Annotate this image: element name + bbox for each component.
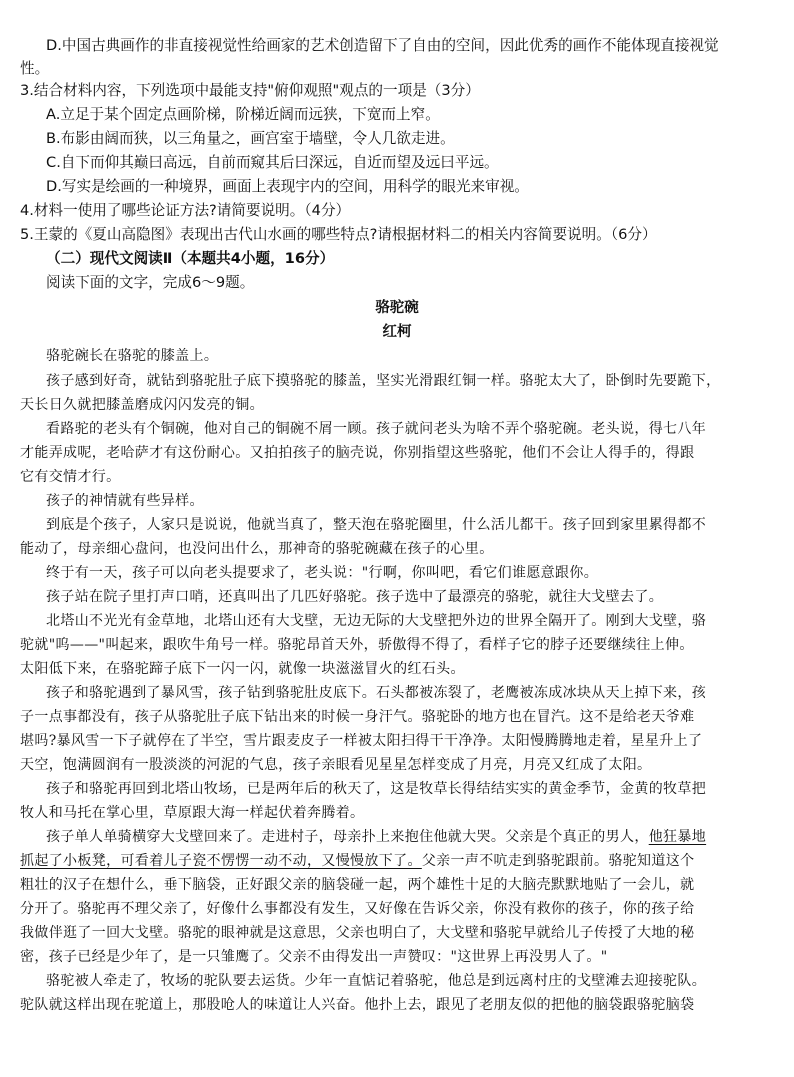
story-line: 到底是个孩子，人家只是说说，他就当真了，整天泡在骆驼圈里，什么活儿都干。孩子回到家里累得都不 (46, 517, 707, 533)
option-d-line1: D.中国古典画作的非直接视觉性给画家的艺术创造留下了自由的空间，因此优秀的画作不能体现直接视觉 (46, 37, 719, 54)
story-line: 孩子和骆驼遇到了暴风雪，孩子钻到骆驼肚皮底下。石头都被冻裂了，老鹰被冻成冰块从天上掉下来，孩 (46, 685, 707, 701)
underlined-text: 抓起了小板凳，可看着儿子瓷不愣愣一动不动，又慢慢放下了。 (20, 853, 422, 869)
option-d-line2: 性。 (20, 60, 50, 77)
section-heading: （二）现代文阅读Ⅱ（本题共4小题，16分） (46, 250, 335, 267)
story-line: 终于有一天，孩子可以向老头提要求了，老头说："行啊，你叫吧，看它们谁愿意跟你。 (46, 565, 599, 581)
story-line: 天空，饱满圆润有一股淡淡的河泥的气息，孩子亲眼看见星星怎样变成了月亮，月亮又红成了太阳。 (20, 757, 652, 773)
question-3-option-c: C.自下而仰其巅曰高远，自前而窥其后曰深远，自近而望及远曰平远。 (46, 154, 499, 171)
story-author: 红柯 (382, 323, 412, 340)
story-title: 骆驼碗 (375, 299, 419, 316)
story-line: 分开了。骆驼再不理父亲了，好像什么事都没有发生，又好像在告诉父亲，你没有救你的孩子，你的孩子给 (20, 901, 695, 917)
underlined-text: 他狂暴地 (648, 829, 707, 845)
section-instruction: 阅读下面的文字，完成6～9题。 (46, 274, 255, 291)
story-line: 看路驼的老头有个铜碗，他对自己的铜碗不屑一顾。孩子就问老头为啥不弄个骆驼碗。老头说，得七八年 (46, 421, 707, 437)
story-line: 子一点事都没有，孩子从骆驼肚子底下钻出来的时候一身汗气。骆驼卧的地方也在冒汽。这不是给老天爷难 (20, 709, 695, 725)
story-line: 北塔山不光光有金草地，北塔山还有大戈壁，无边无际的大戈壁把外边的世界全隔开了。刚到大戈壁，骆 (46, 613, 707, 629)
story-line (46, 826, 706, 848)
story-line: 我做伴逛了一回大戈壁。骆驼的眼神就是这意思，父亲也明白了，大戈壁和骆驼早就给儿子传授了大地的秘 (20, 925, 695, 941)
story-line: 孩子站在院子里打声口哨，还真叫出了几匹好骆驼。孩子选中了最漂亮的骆驼，就往大戈壁去了。 (46, 589, 664, 605)
story-line: 驼队就这样出现在驼道上，那股呛人的味道让人兴奋。他扑上去，跟见了老朋友似的把他的脑袋跟骆驼脑袋 (20, 997, 695, 1013)
story-line-text: 父亲一声不吭走到骆驼跟前。骆驼知道这个 (421, 853, 695, 869)
question-3-option-d: D.写实是绘画的一种境界，画面上表现宇内的空间，用科学的眼光来审视。 (46, 178, 529, 195)
story-line-text: 孩子单人单骑横穿大戈壁回来了。走进村子，母亲扑上来抱住他就大哭。父亲是个真正的男人， (46, 829, 649, 845)
story-line: 骆驼被人牵走了，牧场的驼队要去运货。少年一直惦记着骆驼，他总是到远离村庄的戈壁滩去迎接驼队。 (46, 973, 707, 989)
story-line: 才能弄成呢，老哈萨才有这份耐心。又拍拍孩子的脑壳说，你别指望这些骆驼，他们不会让人得手的，得跟 (20, 445, 695, 461)
story-line: 骆驼碗长在骆驼的膝盖上。 (46, 348, 219, 364)
story-line: 太阳低下来，在骆驼蹄子底下一闪一闪，就像一块滋滋冒火的红石头。 (20, 661, 465, 677)
question-3: 3.结合材料内容，下列选项中最能支持"俯仰观照"观点的一项是（3分） (20, 82, 480, 99)
story-line: 密，孩子已经是少年了，是一只雏鹰了。父亲不由得发出一声赞叹："这世界上再没男人了。" (20, 949, 608, 965)
story-line: 驼就"呜——"叫起来，跟吹牛角号一样。骆驼昂首天外，骄傲得不得了，看样子它的脖子还要继续往上伸。 (20, 637, 694, 653)
story-line: 牧人和马托在掌心里，草原跟大海一样起伏着奔腾着。 (20, 805, 365, 821)
question-3-option-a: A.立足于某个固定点画阶梯，阶梯近阔而远狭，下宽而上窄。 (46, 106, 440, 123)
story-line: 堪吗?暴风雪一下子就停在了半空，雪片跟麦皮子一样被太阳扫得干干净净。太阳慢腾腾地走着，星星升上了 (20, 733, 703, 749)
story-line: 它有交情才行。 (20, 469, 121, 485)
story-line: 粗壮的汉子在想什么，垂下脑袋，正好跟父亲的脑袋碰一起，两个雄性十足的大脑壳默默地贴了一会儿，就 (20, 877, 695, 893)
story-line: 能动了，母亲细心盘问，也没问出什么，那神奇的骆驼碗藏在孩子的心里。 (20, 541, 494, 557)
question-4: 4.材料一使用了哪些论证方法?请简要说明。（4分） (20, 202, 351, 219)
story-line: 孩子感到好奇，就钻到骆驼肚子底下摸骆驼的膝盖，坚实光滑跟红铜一样。骆驼太大了，卧倒时先要跪下， (46, 373, 721, 389)
story-line (20, 850, 694, 872)
question-3-option-b: B.布影由阔而狭，以三角量之，画宫室于墙壁，令人几欲走进。 (46, 130, 455, 147)
story-line: 天长日久就把膝盖磨成闪闪发亮的铜。 (20, 397, 264, 413)
story-line: 孩子和骆驼再回到北塔山牧场，已是两年后的秋天了，这是牧草长得结结实实的黄金季节，金黄的牧草把 (46, 781, 707, 797)
story-line: 孩子的神情就有些异样。 (46, 493, 204, 509)
question-5: 5.王蒙的《夏山高隐图》表现出古代山水画的哪些特点?请根据材料二的相关内容简要说明。（6分） (20, 226, 657, 243)
